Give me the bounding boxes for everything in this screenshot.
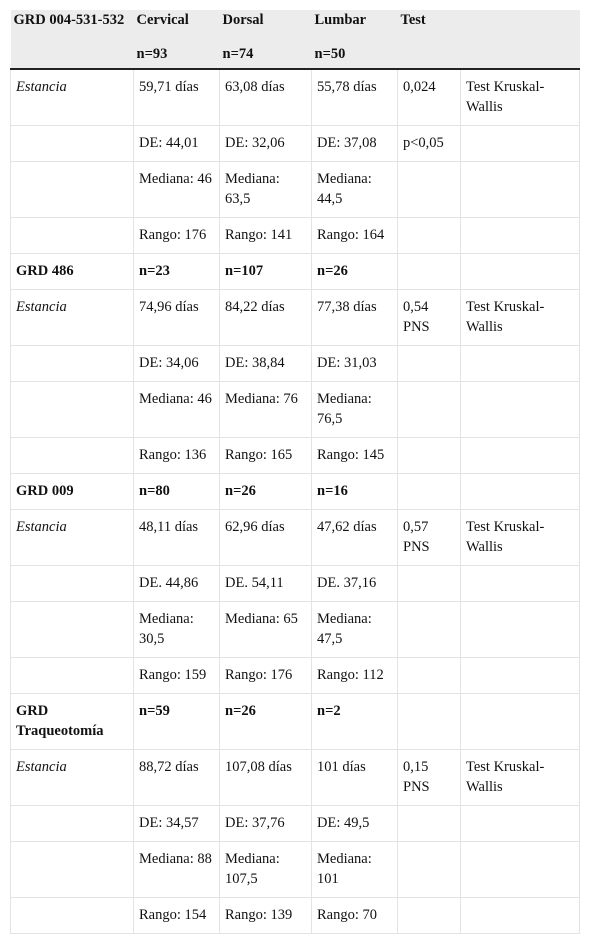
cell-dorsal: Rango: 176 xyxy=(220,658,312,694)
table-row xyxy=(11,69,580,126)
cell-lumbar: Mediana: 47,5 xyxy=(312,602,398,658)
cell-p-value: 0,024 xyxy=(398,69,461,126)
cell-lumbar: Rango: 164 xyxy=(312,218,398,254)
cell-test-name xyxy=(461,658,580,694)
cell-dorsal: Rango: 141 xyxy=(220,218,312,254)
cell-test-name xyxy=(461,842,580,898)
cell-label: Estancia xyxy=(11,750,134,806)
cell-lumbar: 101 días xyxy=(312,750,398,806)
cell-cervical: Mediana: 30,5 xyxy=(134,602,220,658)
cell-dorsal: 107,08 días xyxy=(220,750,312,806)
cell-cervical: 88,72 días xyxy=(134,750,220,806)
cell-dorsal: Mediana: 107,5 xyxy=(220,842,312,898)
cell-cervical: DE: 44,01 xyxy=(134,126,220,162)
cell-p-value xyxy=(398,218,461,254)
table-row xyxy=(11,898,580,934)
cell-label xyxy=(11,382,134,438)
table-row xyxy=(11,806,580,842)
cell-label xyxy=(11,842,134,898)
grd-group-row xyxy=(11,694,580,750)
cell-lumbar: DE: 37,08 xyxy=(312,126,398,162)
cell-label xyxy=(11,602,134,658)
cell-p-value xyxy=(398,382,461,438)
cell-dorsal: DE: 32,06 xyxy=(220,126,312,162)
cell-lumbar: n=2 xyxy=(312,694,398,750)
cell-p-value xyxy=(398,162,461,218)
table-row xyxy=(11,510,580,566)
cell-dorsal: Mediana: 65 xyxy=(220,602,312,658)
cell-label: Estancia xyxy=(11,69,134,126)
cell-p-value xyxy=(398,254,461,290)
table-row xyxy=(11,126,580,162)
cell-lumbar: Mediana: 101 xyxy=(312,842,398,898)
header-grd-label: GRD 004-531-532 xyxy=(13,12,125,28)
header-dorsal-n: n=74 xyxy=(222,46,254,62)
cell-label xyxy=(11,218,134,254)
header-test xyxy=(398,10,461,69)
cell-cervical: Rango: 176 xyxy=(134,218,220,254)
cell-lumbar: n=16 xyxy=(312,474,398,510)
cell-label: Estancia xyxy=(11,510,134,566)
cell-lumbar: Mediana: 76,5 xyxy=(312,382,398,438)
cell-test-name xyxy=(461,254,580,290)
cell-p-value: 0,57 PNS xyxy=(398,510,461,566)
cell-p-value xyxy=(398,566,461,602)
cell-test-name xyxy=(461,566,580,602)
header-cervical xyxy=(134,10,220,69)
cell-dorsal: 84,22 días xyxy=(220,290,312,346)
cell-p-value: 0,54 PNS xyxy=(398,290,461,346)
cell-dorsal: DE: 37,76 xyxy=(220,806,312,842)
header-grd-group xyxy=(11,10,134,69)
cell-cervical: n=59 xyxy=(134,694,220,750)
cell-p-value xyxy=(398,346,461,382)
cell-lumbar: Rango: 112 xyxy=(312,658,398,694)
cell-p-value xyxy=(398,658,461,694)
cell-test-name: Test Kruskal-Wallis xyxy=(461,510,580,566)
cell-cervical: 48,11 días xyxy=(134,510,220,566)
cell-cervical: Mediana: 46 xyxy=(134,382,220,438)
table-header xyxy=(11,10,580,69)
cell-label xyxy=(11,126,134,162)
cell-lumbar: 77,38 días xyxy=(312,290,398,346)
cell-p-value xyxy=(398,474,461,510)
cell-p-value xyxy=(398,898,461,934)
table-body xyxy=(11,69,580,934)
cell-dorsal: Rango: 139 xyxy=(220,898,312,934)
header-cervical-title: Cervical xyxy=(136,12,189,28)
table-row xyxy=(11,162,580,218)
cell-label xyxy=(11,346,134,382)
header-lumbar xyxy=(312,10,398,69)
cell-lumbar: 47,62 días xyxy=(312,510,398,566)
cell-label xyxy=(11,658,134,694)
cell-test-name: Test Kruskal-Wallis xyxy=(461,290,580,346)
cell-test-name xyxy=(461,602,580,658)
table-row xyxy=(11,382,580,438)
cell-test-name xyxy=(461,382,580,438)
cell-cervical: DE: 34,06 xyxy=(134,346,220,382)
table-row xyxy=(11,438,580,474)
cell-lumbar: Mediana: 44,5 xyxy=(312,162,398,218)
cell-dorsal: Rango: 165 xyxy=(220,438,312,474)
statistics-table xyxy=(10,10,580,934)
cell-cervical: 59,71 días xyxy=(134,69,220,126)
cell-label: GRD Traqueotomía xyxy=(11,694,134,750)
cell-label xyxy=(11,806,134,842)
cell-cervical: DE: 34,57 xyxy=(134,806,220,842)
cell-lumbar: 55,78 días xyxy=(312,69,398,126)
cell-dorsal: n=26 xyxy=(220,694,312,750)
table-row xyxy=(11,602,580,658)
cell-cervical: Mediana: 88 xyxy=(134,842,220,898)
table-row xyxy=(11,290,580,346)
cell-cervical: n=23 xyxy=(134,254,220,290)
table-row xyxy=(11,346,580,382)
cell-test-name xyxy=(461,438,580,474)
cell-test-name xyxy=(461,218,580,254)
grd-group-row xyxy=(11,254,580,290)
cell-test-name xyxy=(461,694,580,750)
table-row xyxy=(11,566,580,602)
cell-p-value xyxy=(398,694,461,750)
header-test-name xyxy=(461,10,580,69)
table-row xyxy=(11,750,580,806)
cell-label: GRD 486 xyxy=(11,254,134,290)
cell-dorsal: Mediana: 76 xyxy=(220,382,312,438)
cell-p-value xyxy=(398,806,461,842)
header-lumbar-title: Lumbar xyxy=(314,12,367,28)
cell-p-value xyxy=(398,842,461,898)
cell-lumbar: Rango: 145 xyxy=(312,438,398,474)
cell-test-name: Test Kruskal-Wallis xyxy=(461,69,580,126)
cell-dorsal: Mediana: 63,5 xyxy=(220,162,312,218)
cell-dorsal: DE: 38,84 xyxy=(220,346,312,382)
cell-label xyxy=(11,438,134,474)
table-row xyxy=(11,842,580,898)
cell-lumbar: DE: 31,03 xyxy=(312,346,398,382)
cell-test-name: Test Kruskal-Wallis xyxy=(461,750,580,806)
grd-group-row xyxy=(11,474,580,510)
cell-lumbar: DE: 49,5 xyxy=(312,806,398,842)
cell-p-value xyxy=(398,438,461,474)
cell-cervical: Rango: 136 xyxy=(134,438,220,474)
cell-dorsal: 62,96 días xyxy=(220,510,312,566)
header-lumbar-n: n=50 xyxy=(314,46,346,62)
cell-test-name xyxy=(461,474,580,510)
cell-cervical: Mediana: 46 xyxy=(134,162,220,218)
header-dorsal-title: Dorsal xyxy=(222,12,264,28)
cell-cervical: n=80 xyxy=(134,474,220,510)
cell-test-name xyxy=(461,898,580,934)
table-row xyxy=(11,658,580,694)
cell-cervical: DE. 44,86 xyxy=(134,566,220,602)
table-row xyxy=(11,218,580,254)
header-test-label: Test xyxy=(400,12,426,28)
cell-test-name xyxy=(461,806,580,842)
cell-label xyxy=(11,898,134,934)
header-row xyxy=(11,10,580,69)
cell-p-value xyxy=(398,602,461,658)
cell-dorsal: DE. 54,11 xyxy=(220,566,312,602)
cell-p-value: p<0,05 xyxy=(398,126,461,162)
cell-lumbar: Rango: 70 xyxy=(312,898,398,934)
cell-label: Estancia xyxy=(11,290,134,346)
cell-label: GRD 009 xyxy=(11,474,134,510)
cell-test-name xyxy=(461,126,580,162)
cell-label xyxy=(11,162,134,218)
header-cervical-n: n=93 xyxy=(136,46,168,62)
header-dorsal xyxy=(220,10,312,69)
cell-dorsal: n=107 xyxy=(220,254,312,290)
cell-lumbar: n=26 xyxy=(312,254,398,290)
cell-cervical: Rango: 159 xyxy=(134,658,220,694)
cell-dorsal: n=26 xyxy=(220,474,312,510)
cell-label xyxy=(11,566,134,602)
cell-cervical: 74,96 días xyxy=(134,290,220,346)
cell-lumbar: DE. 37,16 xyxy=(312,566,398,602)
cell-test-name xyxy=(461,162,580,218)
cell-cervical: Rango: 154 xyxy=(134,898,220,934)
cell-p-value: 0,15 PNS xyxy=(398,750,461,806)
cell-dorsal: 63,08 días xyxy=(220,69,312,126)
cell-test-name xyxy=(461,346,580,382)
